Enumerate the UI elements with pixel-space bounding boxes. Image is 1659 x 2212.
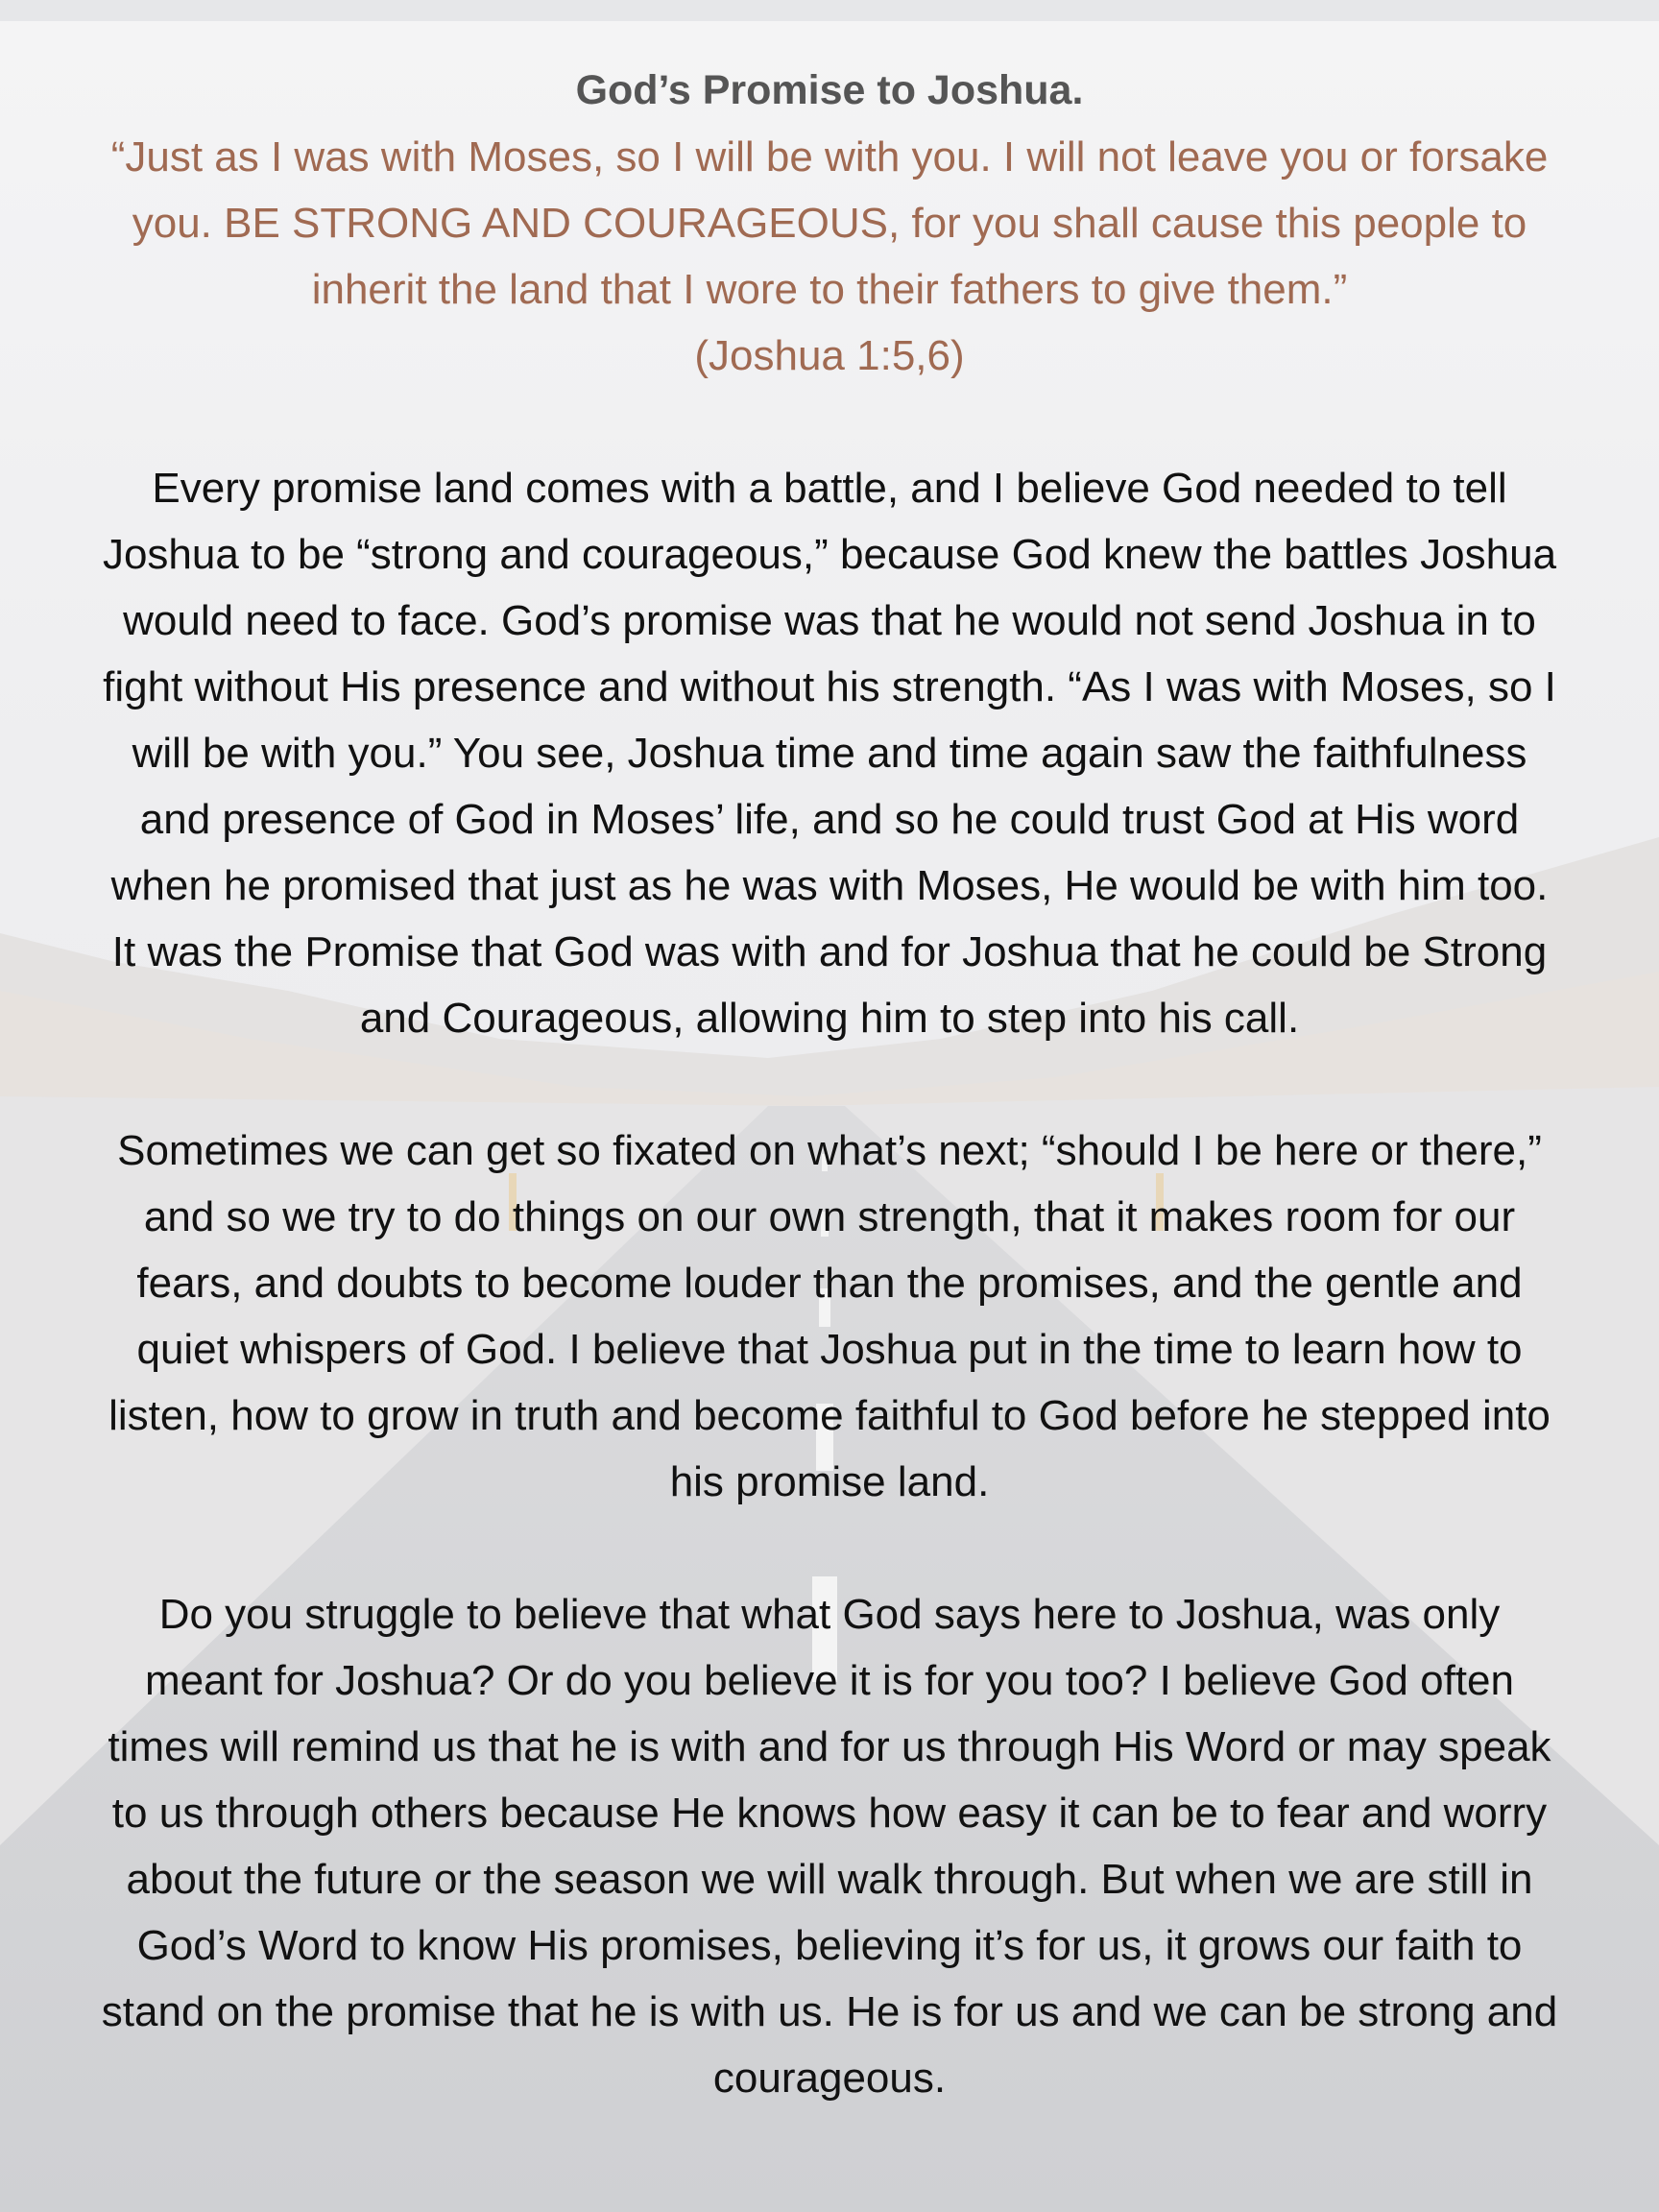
- top-edge-strip: [0, 0, 1659, 21]
- body-paragraph: Do you struggle to believe that what God says here to Joshua, was only meant for Joshua? Or do you believe it is for you too? I believe God often times will remind us that he is with and for us through His Word or may speak to us through others because He knows how easy it can be to fear and worry about the future or the season we will walk through. But when we are still in God’s Word to know His promises, believing it’s for us, it grows our faith to stand on the promise that he is with us. He is for us and we can be strong and courageous.: [101, 1591, 1558, 2102]
- body-paragraph: Every promise land comes with a battle, and I believe God needed to tell Joshua to be “strong and courageous,” because God knew the battles Joshua would need to face. God’s promise was that he would not send Joshua in to fight without His presence and without his strength. “As I was with Moses, so I will be with you.” You see, Joshua time and time again saw the faithfulness and presence of God in Moses’ life, and so he could trust God at His word when he promised that just as he was with Moses, He would be with him too. It was the Promise that God was with and for Joshua that he could be Strong and Courageous, allowing him to step into his call.: [102, 465, 1557, 1042]
- devotional-text: [96, 58, 1563, 2177]
- scripture-quote: “Just as I was with Moses, so I will be with you. I will not leave you or forsake you. BE STRONG AND COURAGEOUS, for you shall cause this people to inherit the land that I wore to their fathers to give them.”: [110, 133, 1549, 313]
- body-paragraph: Sometimes we can get so fixated on what’s next; “should I be here or there,” and so we try to do things on our own strength, that it makes room for our fears, and doubts to become louder than the promises, and the gentle and quiet whispers of God. I believe that Joshua put in the time to learn how to listen, how to grow in truth and become faithful to God before he stepped into his promise land.: [108, 1127, 1551, 1505]
- scripture-reference: (Joshua 1:5,6): [694, 332, 965, 379]
- page-title: God’s Promise to Joshua.: [575, 67, 1084, 113]
